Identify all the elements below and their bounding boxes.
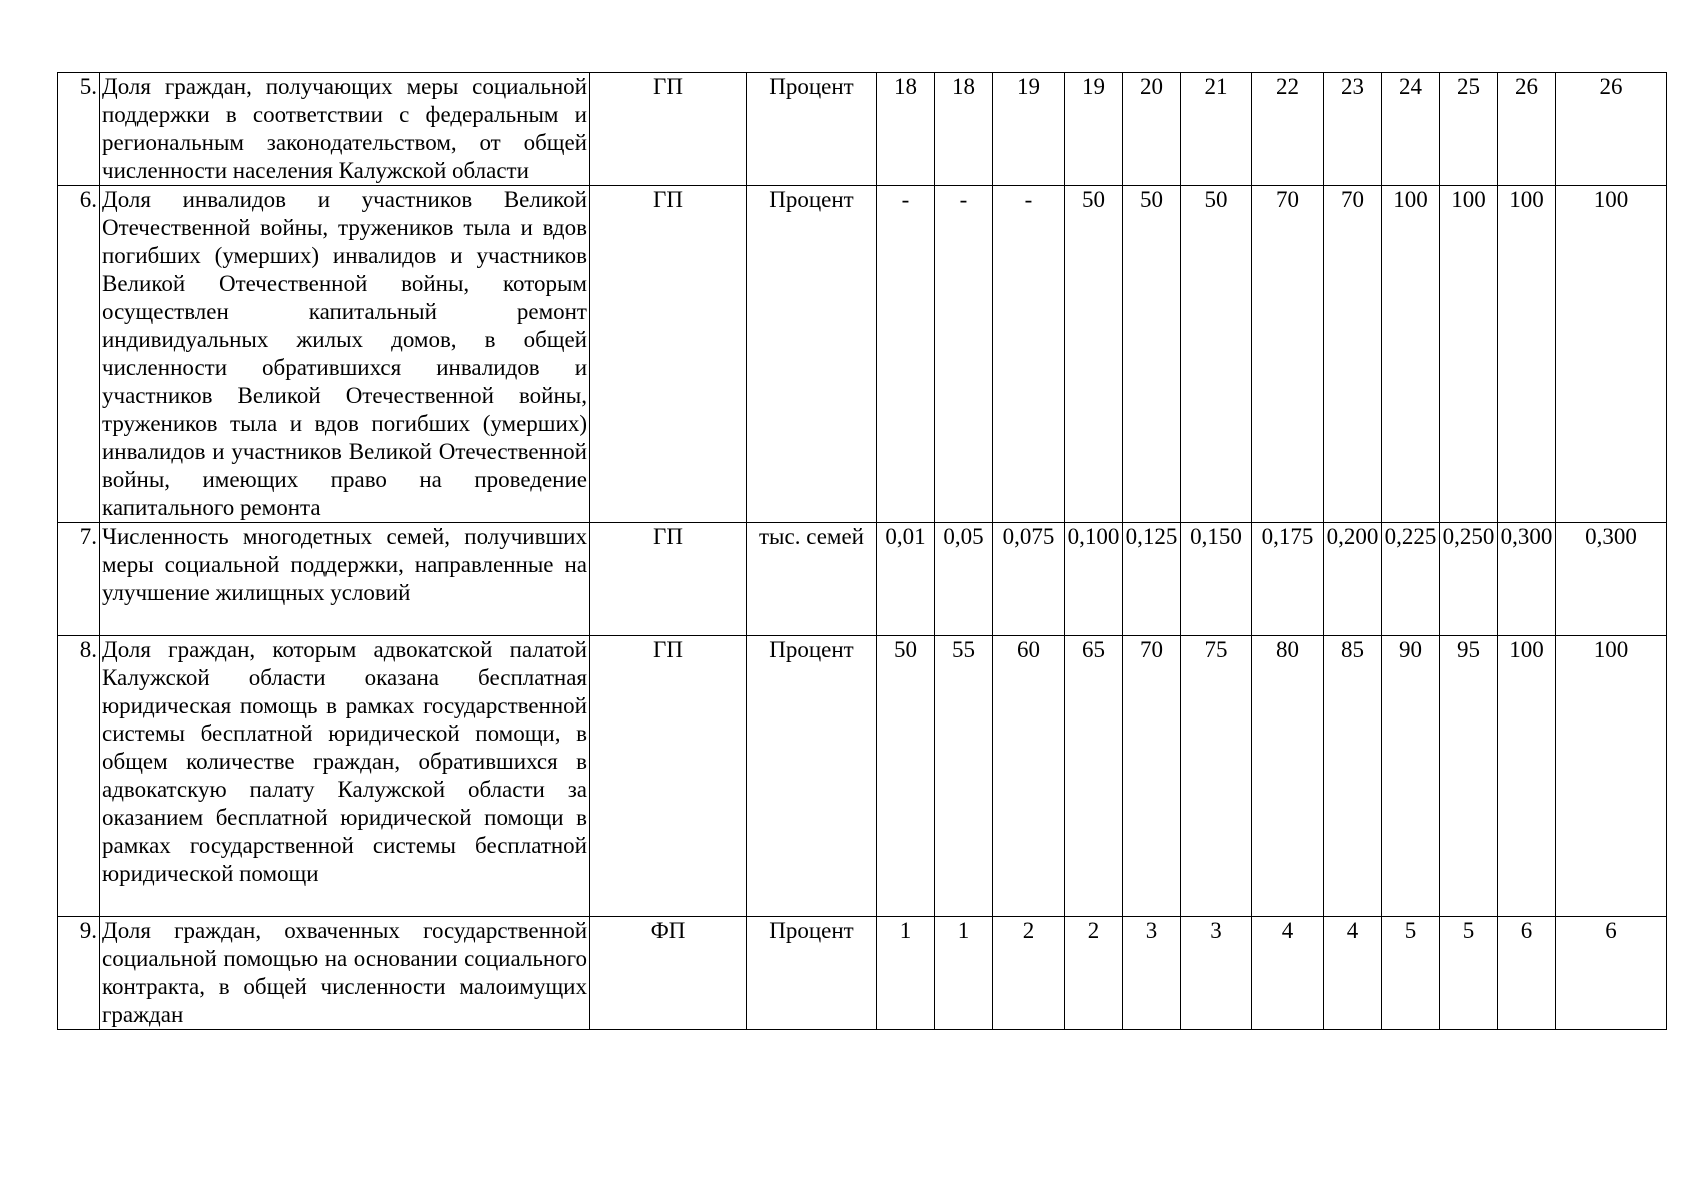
- table-row: [58, 636, 1667, 917]
- indicator-value: 55: [935, 636, 993, 917]
- row-number: 7.: [58, 523, 100, 636]
- indicator-name: Доля граждан, охваченных государственной социальной помощью на основании социального контракта, в общей численности малоимущих граждан: [100, 917, 590, 1030]
- indicator-value: 19: [1065, 73, 1123, 186]
- indicator-name: Доля инвалидов и участников Великой Отечественной войны, тружеников тыла и вдов погибших (умерших) инвалидов и участников Великой Отечественной войны, которым осуществлен капитальный ремонт индивидуальных жилых домов, в общей численности обратившихся инвалидов и участников Великой Отечественной войны, тружеников тыла и вдов погибших (умерших) инвалидов и участников Великой Отечественной войны, имеющих право на проведение капитального ремонта: [100, 186, 590, 523]
- unit-of-measure: Процент: [747, 73, 877, 186]
- indicator-value: 80: [1252, 636, 1324, 917]
- table-row: [58, 73, 1667, 186]
- indicator-value: 0,200: [1324, 523, 1382, 636]
- indicator-value: -: [877, 186, 935, 523]
- indicator-value: 3: [1181, 917, 1252, 1030]
- indicator-value: -: [935, 186, 993, 523]
- indicator-value: -: [993, 186, 1065, 523]
- row-number: 6.: [58, 186, 100, 523]
- indicator-value: 0,225: [1382, 523, 1440, 636]
- table-row: [58, 523, 1667, 636]
- unit-of-measure: тыс. семей: [747, 523, 877, 636]
- indicator-value: 5: [1440, 917, 1498, 1030]
- indicator-value: 100: [1498, 186, 1556, 523]
- indicator-value: 50: [1123, 186, 1181, 523]
- row-number: 9.: [58, 917, 100, 1030]
- indicator-name: Доля граждан, которым адвокатской палатой Калужской области оказана бесплатная юридическая помощь в рамках государственной системы бесплатной юридической помощи, в общем количестве граждан, обратившихся в адвокатскую палату Калужской области за оказанием бесплатной юридической помощи в рамках государственной системы бесплатной юридической помощи: [100, 636, 590, 917]
- indicator-value: 70: [1252, 186, 1324, 523]
- program-type: ФП: [590, 917, 747, 1030]
- indicator-value: 23: [1324, 73, 1382, 186]
- document-page: [57, 72, 1667, 1030]
- indicator-name: Численность многодетных семей, получивших меры социальной поддержки, направленные на улучшение жилищных условий: [100, 523, 590, 636]
- indicator-value: 0,01: [877, 523, 935, 636]
- indicator-value: 20: [1123, 73, 1181, 186]
- indicator-value: 3: [1123, 917, 1181, 1030]
- indicator-value: 19: [993, 73, 1065, 186]
- indicator-value: 95: [1440, 636, 1498, 917]
- indicator-value: 0,05: [935, 523, 993, 636]
- indicator-value: 26: [1498, 73, 1556, 186]
- program-type: ГП: [590, 523, 747, 636]
- indicator-value: 1: [935, 917, 993, 1030]
- indicator-value: 85: [1324, 636, 1382, 917]
- indicator-value: 100: [1498, 636, 1556, 917]
- table-row: [58, 186, 1667, 523]
- table-row: [58, 917, 1667, 1030]
- indicator-value: 0,300: [1556, 523, 1667, 636]
- indicator-value: 5: [1382, 917, 1440, 1030]
- program-type: ГП: [590, 186, 747, 523]
- indicator-name: Доля граждан, получающих меры социальной поддержки в соответствии с федеральным и региональным законодательством, от общей численности населения Калужской области: [100, 73, 590, 186]
- indicator-value: 0,100: [1065, 523, 1123, 636]
- indicator-value: 6: [1498, 917, 1556, 1030]
- indicator-value: 70: [1324, 186, 1382, 523]
- indicators-table: [57, 72, 1667, 1030]
- indicator-value: 24: [1382, 73, 1440, 186]
- indicator-value: 60: [993, 636, 1065, 917]
- indicator-value: 22: [1252, 73, 1324, 186]
- indicator-value: 6: [1556, 917, 1667, 1030]
- indicator-value: 25: [1440, 73, 1498, 186]
- indicator-value: 0,075: [993, 523, 1065, 636]
- program-type: ГП: [590, 73, 747, 186]
- indicator-value: 70: [1123, 636, 1181, 917]
- indicator-value: 100: [1382, 186, 1440, 523]
- program-type: ГП: [590, 636, 747, 917]
- indicator-value: 18: [935, 73, 993, 186]
- indicator-value: 50: [1181, 186, 1252, 523]
- indicator-value: 1: [877, 917, 935, 1030]
- row-number: 5.: [58, 73, 100, 186]
- indicator-value: 100: [1440, 186, 1498, 523]
- row-number: 8.: [58, 636, 100, 917]
- indicator-value: 0,300: [1498, 523, 1556, 636]
- indicator-value: 90: [1382, 636, 1440, 917]
- indicator-value: 18: [877, 73, 935, 186]
- indicator-value: 21: [1181, 73, 1252, 186]
- indicator-value: 50: [877, 636, 935, 917]
- indicator-value: 26: [1556, 73, 1667, 186]
- indicator-value: 0,125: [1123, 523, 1181, 636]
- indicator-value: 50: [1065, 186, 1123, 523]
- indicator-value: 100: [1556, 636, 1667, 917]
- indicator-value: 4: [1324, 917, 1382, 1030]
- indicator-value: 75: [1181, 636, 1252, 917]
- indicator-value: 4: [1252, 917, 1324, 1030]
- indicator-value: 0,150: [1181, 523, 1252, 636]
- indicator-value: 65: [1065, 636, 1123, 917]
- indicator-value: 0,175: [1252, 523, 1324, 636]
- unit-of-measure: Процент: [747, 186, 877, 523]
- indicator-value: 2: [993, 917, 1065, 1030]
- unit-of-measure: Процент: [747, 636, 877, 917]
- indicator-value: 0,250: [1440, 523, 1498, 636]
- unit-of-measure: Процент: [747, 917, 877, 1030]
- indicator-value: 2: [1065, 917, 1123, 1030]
- indicator-value: 100: [1556, 186, 1667, 523]
